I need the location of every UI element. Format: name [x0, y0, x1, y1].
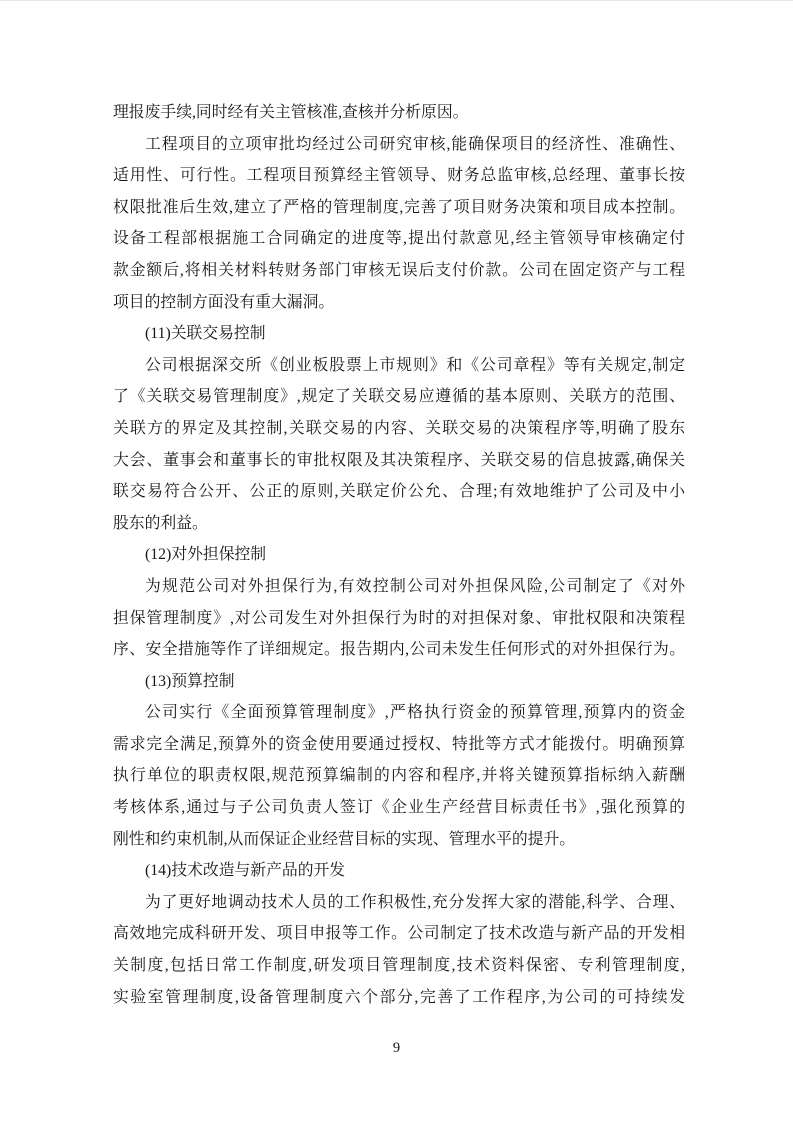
text-line: (11)关联交易控制: [145, 325, 266, 343]
text-line: 适用性、可行性。工程项目预算经主管领导、财务总监审核,总经理、董事长按: [113, 167, 685, 185]
text-line: 公司实行《全面预算管理制度》,严格执行资金的预算管理,预算内的资金: [145, 704, 685, 722]
text-line: 关联方的界定及其控制,关联交易的内容、关联交易的决策程序等,明确了股东: [113, 419, 685, 437]
text-line: 序、安全措施等作了详细规定。报告期内,公司未发生任何形式的对外担保行为。: [113, 641, 685, 659]
text-line: 刚性和约束机制,从而保证企业经营目标的实现、管理水平的提升。: [113, 830, 576, 848]
text-line: 关制度,包括日常工作制度,研发项目管理制度,技术资料保密、专利管理制度,: [113, 957, 685, 975]
text-block: [113, 97, 685, 1013]
text-line: 大会、董事会和董事长的审批权限及其决策程序、关联交易的信息披露,确保关: [113, 451, 685, 469]
text-line: (13)预算控制: [145, 672, 235, 690]
text-line: 设备工程部根据施工合同确定的进度等,提出付款意见,经主管领导审核确定付: [113, 230, 685, 248]
text-line: 为了更好地调动技术人员的工作积极性,充分发挥大家的潜能,科学、合理、: [145, 893, 685, 911]
text-line: 联交易符合公开、公正的原则,关联定价公允、合理;有效地维护了公司及中小: [113, 483, 685, 501]
text-line: (12)对外担保控制: [145, 546, 267, 564]
text-line: 股东的利益。: [113, 514, 208, 532]
text-line: 担保管理制度》,对公司发生对外担保行为时的对担保对象、审批权限和决策程: [113, 609, 685, 627]
text-line: 权限批准后生效,建立了严格的管理制度,完善了项目财务决策和项目成本控制。: [113, 198, 685, 216]
text-line: 执行单位的职责权限,规范预算编制的内容和程序,并将关键预算指标纳入薪酬: [113, 767, 685, 785]
text-line: 实验室管理制度,设备管理制度六个部分,完善了工作程序,为公司的可持续发: [113, 988, 685, 1006]
text-line: 公司根据深交所《创业板股票上市规则》和《公司章程》等有关规定,制定: [145, 356, 685, 374]
text-line: 款金额后,将相关材料转财务部门审核无误后支付价款。公司在固定资产与工程: [113, 261, 685, 279]
text-line: (14)技术改造与新产品的开发: [145, 862, 346, 880]
text-line: 理报废手续,同时经有关主管核准,查核并分析原因。: [113, 104, 469, 121]
page-number: 9: [392, 1040, 401, 1056]
text-line: 为规范公司对外担保行为,有效控制公司对外担保风险,公司制定了《对外: [145, 577, 685, 595]
text-line: 了《关联交易管理制度》,规定了关联交易应遵循的基本原则、关联方的范围、: [113, 388, 685, 406]
text-line: 工程项目的立项审批均经过公司研究审核,能确保项目的经济性、准确性、: [145, 135, 685, 153]
text-line: 需求完全满足,预算外的资金使用要通过授权、特批等方式才能拨付。明确预算: [113, 735, 685, 753]
text-line: 考核体系,通过与子公司负责人签订《企业生产经营目标责任书》,强化预算的: [113, 799, 685, 817]
text-line: 高效地完成科研开发、项目申报等工作。公司制定了技术改造与新产品的开发相: [113, 925, 685, 943]
text-line: 项目的控制方面没有重大漏洞。: [113, 293, 335, 311]
